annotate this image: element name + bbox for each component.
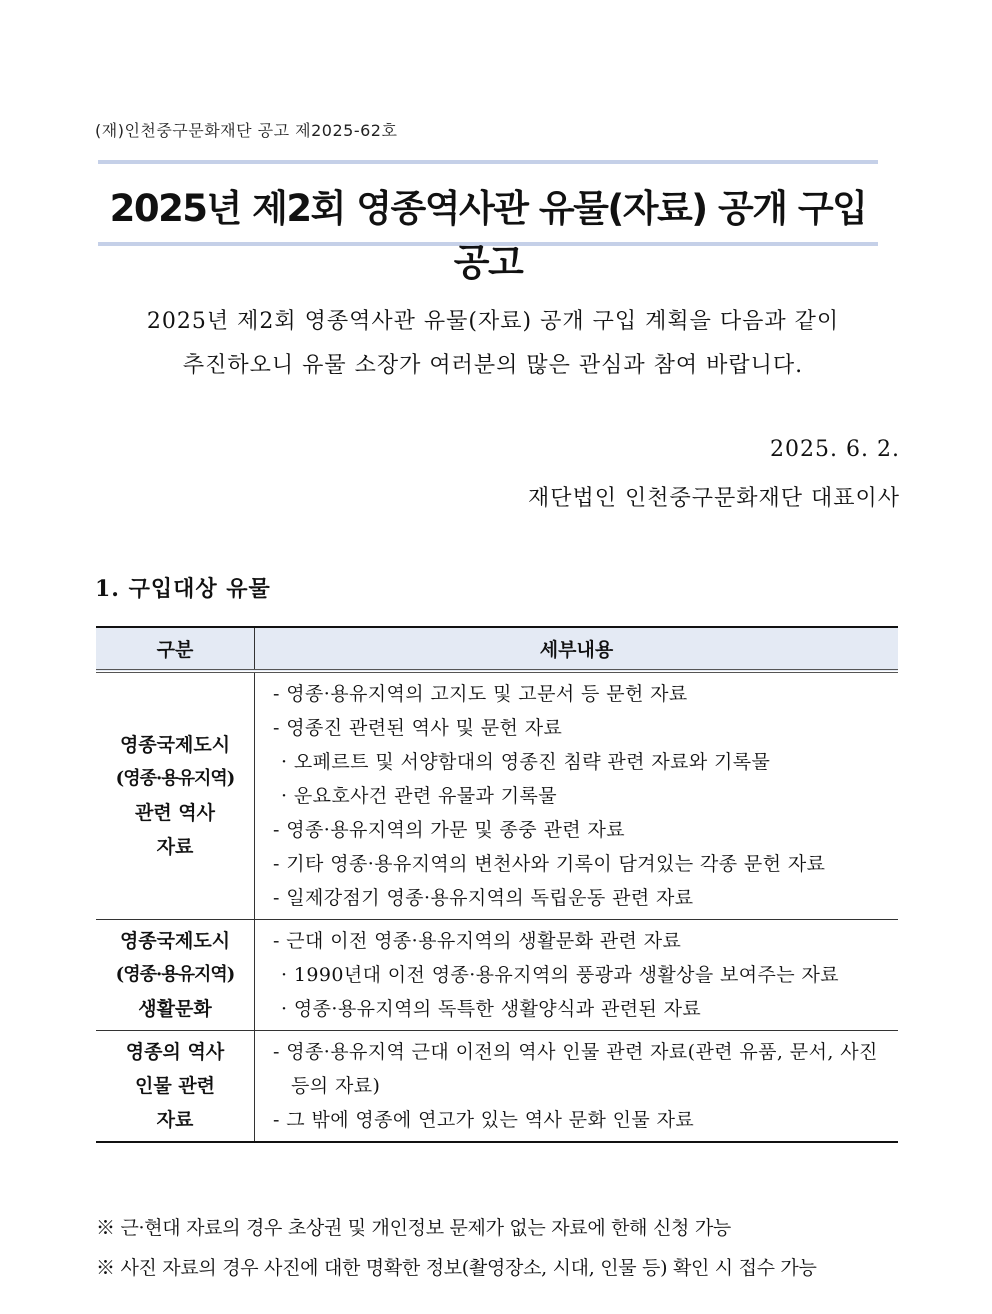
intro-line: 2025년 제2회 영종역사관 유물(자료) 공개 구입 계획을 다음과 같이 <box>146 309 840 334</box>
category-line: 인물 관련 <box>134 1075 216 1097</box>
detail-cell <box>255 1031 899 1143</box>
detail-item: - 기타 영종·용유지역의 변천사와 기록이 담겨있는 각종 문헌 자료 <box>273 853 826 875</box>
column-header-category: 구분 <box>96 627 255 671</box>
category-line: (영종·용유지역) <box>115 964 235 985</box>
category-line: (영종·용유지역) <box>115 768 235 789</box>
intro-paragraph <box>98 300 888 388</box>
table-row <box>96 920 898 1031</box>
detail-item: - 그 밖에 영종에 연고가 있는 역사 문화 인물 자료 <box>273 1109 695 1131</box>
page-title: 2025년 제2회 영종역사관 유물(자료) 공개 구입 공고 <box>109 187 867 284</box>
detail-item: - 영종·용유지역의 가문 및 종중 관련 자료 <box>273 819 625 841</box>
category-line: 생활문화 <box>138 998 212 1020</box>
detail-cell <box>255 671 899 920</box>
notes <box>96 1208 896 1288</box>
category-line: 자료 <box>156 836 194 858</box>
detail-subitem: · 오페르트 및 서양함대의 영종진 침략 관련 자료와 기록물 <box>281 751 771 773</box>
category-cell <box>96 671 255 920</box>
detail-item: - 영종·용유지역의 고지도 및 고문서 등 문헌 자료 <box>273 683 688 705</box>
detail-item: - 영종·용유지역 근대 이전의 역사 인물 관련 자료(관련 유품, 문서, 사진 등의 자료) <box>273 1041 878 1097</box>
title-box <box>98 160 878 284</box>
category-line: 관련 역사 <box>134 802 216 824</box>
table-header-row <box>96 627 898 671</box>
category-cell <box>96 920 255 1031</box>
category-line: 자료 <box>156 1109 194 1131</box>
note-item: ※ 근·현대 자료의 경우 초상권 및 개인정보 문제가 없는 자료에 한해 신청 가능 <box>96 1217 731 1239</box>
detail-item: - 일제강점기 영종·용유지역의 독립운동 관련 자료 <box>273 887 694 909</box>
detail-cell <box>255 920 899 1031</box>
section-heading: 1. 구입대상 유물 <box>95 576 271 602</box>
notice-number: (재)인천중구문화재단 공고 제2025-62호 <box>95 121 398 140</box>
signer-name: 재단법인 인천중구문화재단 대표이사 <box>527 486 900 511</box>
category-line: 영종의 역사 <box>125 1041 225 1063</box>
detail-subitem: · 영종·용유지역의 독특한 생활양식과 관련된 자료 <box>281 998 702 1020</box>
category-line: 영종국제도시 <box>119 930 231 952</box>
detail-item: - 영종진 관련된 역사 및 문헌 자료 <box>273 717 563 739</box>
detail-subitem: · 1990년대 이전 영종·용유지역의 풍광과 생활상을 보여주는 자료 <box>281 964 840 986</box>
intro-line: 추진하오니 유물 소장가 여러분의 많은 관심과 참여 바랍니다. <box>182 353 804 378</box>
announcement-date: 2025. 6. 2. <box>770 437 900 462</box>
detail-subitem: · 운요호사건 관련 유물과 기록물 <box>281 785 558 807</box>
purchase-target-table <box>96 626 898 1143</box>
detail-item: - 근대 이전 영종·용유지역의 생활문화 관련 자료 <box>273 930 682 952</box>
table-row <box>96 671 898 920</box>
category-cell <box>96 1031 255 1143</box>
category-line: 영종국제도시 <box>119 734 231 756</box>
column-header-details: 세부내용 <box>255 627 899 671</box>
table-row <box>96 1031 898 1143</box>
note-item: ※ 사진 자료의 경우 사진에 대한 명확한 정보(촬영장소, 시대, 인물 등) 확인 시 접수 가능 <box>96 1257 817 1279</box>
